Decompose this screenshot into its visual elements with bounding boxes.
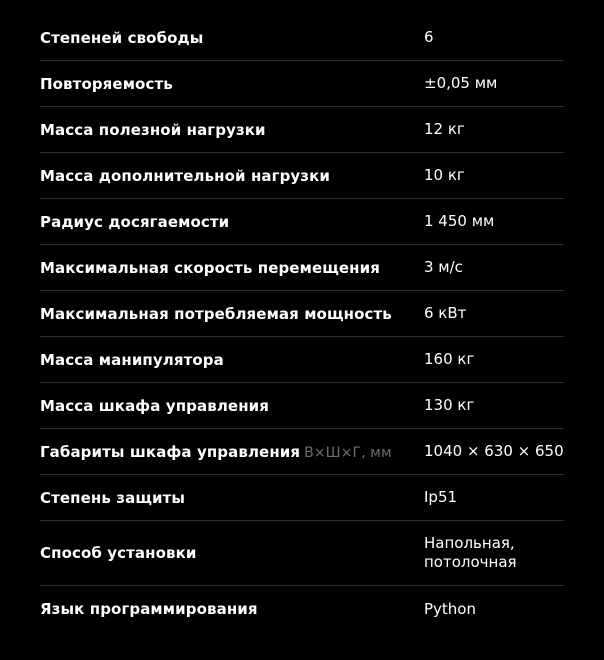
spec-label: Радиус досягаемости [40, 212, 230, 231]
spec-label: Способ установки [40, 544, 197, 562]
spec-label: Повторяемость [40, 74, 173, 93]
spec-value [424, 534, 564, 572]
spec-value: 10 кг [424, 166, 465, 184]
spec-value: 160 кг [424, 350, 475, 368]
spec-value: Python [424, 599, 476, 618]
spec-row-language [40, 586, 564, 632]
spec-value: 3 м/с [424, 258, 463, 276]
spec-row-protection [40, 475, 564, 521]
spec-row-payload [40, 107, 564, 153]
spec-label-text: Габариты шкафа управления [40, 442, 301, 461]
spec-row-arm-mass [40, 337, 564, 383]
spec-table [40, 15, 564, 632]
spec-value: 12 кг [424, 120, 465, 138]
spec-label: Степень защиты [40, 488, 186, 507]
spec-label: Масса полезной нагрузки [40, 120, 266, 139]
spec-label: Масса дополнительной нагрузки [40, 166, 331, 185]
spec-label: Максимальная скорость перемещения [40, 258, 380, 277]
spec-value: 6 кВт [424, 304, 467, 322]
spec-row-dof [40, 15, 564, 61]
spec-value: 6 [424, 28, 434, 46]
spec-label: Максимальная потребляемая мощность [40, 304, 392, 323]
spec-row-repeatability [40, 61, 564, 107]
spec-row-max-speed [40, 245, 564, 291]
spec-value-line: Напольная, [424, 534, 515, 552]
spec-value: 1040 × 630 × 650 [424, 442, 564, 460]
spec-value: Ip51 [424, 488, 458, 506]
spec-label: Масса манипулятора [40, 350, 224, 369]
spec-value-line: потолочная [424, 553, 517, 571]
spec-value: 130 кг [424, 396, 475, 414]
spec-row-cabinet-mass [40, 383, 564, 429]
spec-row-reach [40, 199, 564, 245]
spec-label: Степеней свободы [40, 28, 204, 47]
spec-row-max-power [40, 291, 564, 337]
spec-label: Масса шкафа управления [40, 396, 269, 415]
spec-value: 1 450 мм [424, 212, 495, 230]
spec-unit: В×Ш×Г, мм [304, 444, 392, 461]
spec-label [40, 443, 424, 461]
spec-label: Язык программирования [40, 600, 258, 618]
spec-row-extra-load [40, 153, 564, 199]
spec-row-cabinet-dimensions [40, 429, 564, 475]
spec-row-mounting [40, 521, 564, 586]
spec-value: ±0,05 мм [424, 74, 498, 92]
